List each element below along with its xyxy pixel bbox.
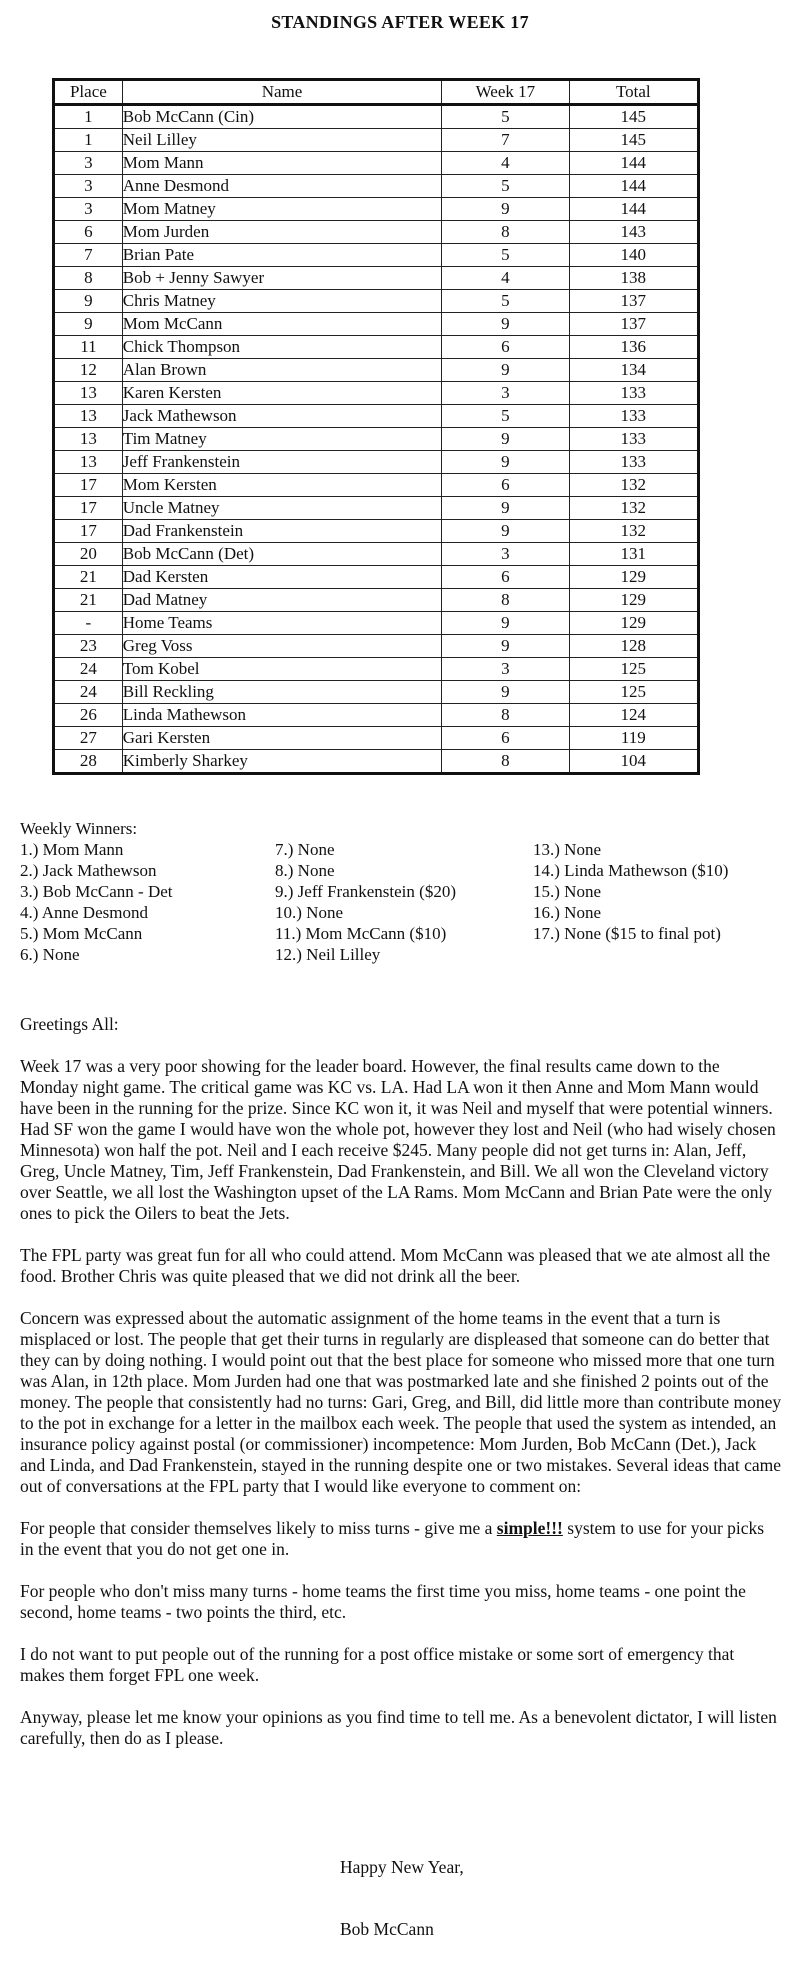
total-cell: 125: [569, 681, 698, 704]
total-cell: 138: [569, 267, 698, 290]
name-cell: Dad Frankenstein: [122, 520, 441, 543]
week-cell: 8: [442, 221, 569, 244]
table-row: [54, 497, 699, 520]
p4-text-after: system to use for your picks in the event that you do not get one in.: [20, 1518, 765, 1559]
place-cell: 28: [54, 750, 123, 774]
week-cell: 6: [442, 336, 569, 359]
week-cell: 5: [442, 175, 569, 198]
place-cell: 21: [54, 589, 123, 612]
name-cell: Linda Mathewson: [122, 704, 441, 727]
table-row: [54, 105, 699, 129]
winner-item: 9.) Jeff Frankenstein ($20): [275, 882, 456, 901]
winner-item: 10.) None: [275, 903, 343, 922]
week-cell: 4: [442, 152, 569, 175]
total-cell: 144: [569, 152, 698, 175]
total-cell: 144: [569, 198, 698, 221]
letter-closing: Happy New Year,: [340, 1857, 464, 1877]
letter-paragraph-4: [20, 1518, 782, 1560]
week-cell: 9: [442, 198, 569, 221]
total-cell: 140: [569, 244, 698, 267]
letter-paragraph-5: For people who don't miss many turns - home teams the first time you miss, home teams - one point the second, home teams - two points the third, etc.: [20, 1581, 746, 1622]
place-cell: 7: [54, 244, 123, 267]
total-cell: 132: [569, 497, 698, 520]
week-cell: 3: [442, 543, 569, 566]
place-cell: 17: [54, 497, 123, 520]
table-row: [54, 359, 699, 382]
winner-item: 1.) Mom Mann: [20, 840, 124, 859]
place-cell: 21: [54, 566, 123, 589]
name-cell: Anne Desmond: [122, 175, 441, 198]
table-row: [54, 428, 699, 451]
weekly-winners-title: Weekly Winners:: [20, 819, 138, 838]
week-cell: 9: [442, 520, 569, 543]
name-cell: Neil Lilley: [122, 129, 441, 152]
place-cell: 17: [54, 520, 123, 543]
table-row: [54, 336, 699, 359]
table-row: [54, 612, 699, 635]
winner-item: 12.) Neil Lilley: [275, 945, 381, 964]
name-cell: Tim Matney: [122, 428, 441, 451]
letter-body: [20, 1014, 782, 1770]
total-cell: 131: [569, 543, 698, 566]
table-row: [54, 152, 699, 175]
total-cell: 133: [569, 451, 698, 474]
name-cell: Mom Mann: [122, 152, 441, 175]
winner-item: 5.) Mom McCann: [20, 924, 143, 943]
winner-item: 13.) None: [533, 840, 601, 859]
table-row: [54, 727, 699, 750]
name-cell: Chris Matney: [122, 290, 441, 313]
name-cell: Jeff Frankenstein: [122, 451, 441, 474]
table-row: [54, 313, 699, 336]
letter-paragraph-7: Anyway, please let me know your opinions as you find time to tell me. As a benevolent dictator, I will listen carefully, then do as I please.: [20, 1707, 777, 1748]
place-cell: 9: [54, 313, 123, 336]
p4-emphasis: simple!!!: [496, 1518, 563, 1538]
week-cell: 4: [442, 267, 569, 290]
week-cell: 9: [442, 428, 569, 451]
place-cell: 3: [54, 175, 123, 198]
table-row: [54, 221, 699, 244]
place-cell: 26: [54, 704, 123, 727]
name-cell: Mom McCann: [122, 313, 441, 336]
place-cell: 24: [54, 681, 123, 704]
winner-item: 8.) None: [275, 861, 335, 880]
name-cell: Brian Pate: [122, 244, 441, 267]
letter-paragraph-3: Concern was expressed about the automatic assignment of the home teams in the event that a turn is misplaced or lost. The people that get their turns in regularly are displeased that someone can do better that they can by doing nothing. I would point out that the best place for someone who missed more that one turn was Alan, in 12th place. Mom Jurden had one that was postmarked late and she finished 2 points out of the money. The people that consistently had no turns: Gari, Greg, and Bill, did little more than contribute money to the pot in exchange for a letter in the mailbox each week. The people that used the system as intended, an insurance policy against postal (or commissioner) incompetence: Mom Jurden, Bob McCann (Det.), Jack and Linda, and Dad Frankenstein, stayed in the running despite one or two mistakes. Several ideas that came out of conversations at the FPL party that I would like everyone to comment on:: [20, 1308, 782, 1496]
place-cell: 24: [54, 658, 123, 681]
letter-signature: Bob McCann: [340, 1919, 434, 1939]
week-cell: 5: [442, 105, 569, 129]
total-cell: 133: [569, 428, 698, 451]
place-cell: 1: [54, 129, 123, 152]
total-cell: 124: [569, 704, 698, 727]
total-cell: 129: [569, 566, 698, 589]
table-row: [54, 244, 699, 267]
winner-item: 3.) Bob McCann - Det: [20, 882, 173, 901]
total-cell: 133: [569, 405, 698, 428]
place-cell: 9: [54, 290, 123, 313]
table-row: [54, 681, 699, 704]
week-cell: 7: [442, 129, 569, 152]
table-row: [54, 474, 699, 497]
name-cell: Tom Kobel: [122, 658, 441, 681]
name-cell: Mom Matney: [122, 198, 441, 221]
total-cell: 125: [569, 658, 698, 681]
winners-column-1: [20, 839, 275, 965]
place-cell: 6: [54, 221, 123, 244]
name-cell: Mom Kersten: [122, 474, 441, 497]
table-row: [54, 520, 699, 543]
table-row: [54, 566, 699, 589]
weekly-winners: [20, 818, 780, 965]
total-cell: 129: [569, 612, 698, 635]
letter-greeting: Greetings All:: [20, 1014, 119, 1034]
name-cell: Mom Jurden: [122, 221, 441, 244]
table-row: [54, 658, 699, 681]
winners-column-3: [533, 839, 780, 965]
total-cell: 133: [569, 382, 698, 405]
place-cell: 8: [54, 267, 123, 290]
week-cell: 9: [442, 612, 569, 635]
letter-paragraph-2: The FPL party was great fun for all who could attend. Mom McCann was pleased that we ate almost all the food. Brother Chris was quite pleased that we did not drink all the beer.: [20, 1245, 771, 1286]
place-cell: 1: [54, 105, 123, 129]
table-row: [54, 405, 699, 428]
header-name: Name: [122, 80, 441, 105]
week-cell: 5: [442, 244, 569, 267]
place-cell: 27: [54, 727, 123, 750]
week-cell: 9: [442, 497, 569, 520]
place-cell: 13: [54, 405, 123, 428]
table-row: [54, 129, 699, 152]
letter-paragraph-1: Week 17 was a very poor showing for the leader board. However, the final results came down to the Monday night game. The critical game was KC vs. LA. Had LA won it then Anne and Mom Mann would have been in the running for the prize. Since KC won it, it was Neil and myself that were potential winners. Had SF won the game I would have won the whole pot, however they lost and Neil (who had wisely chosen Minnesota) won half the pot. Neil and I each receive $245. Many people did not get turns in: Alan, Jeff, Greg, Uncle Matney, Tim, Jeff Frankenstein, Dad Frankenstein, and Bill. We all won the Cleveland victory over Seattle, we all lost the Washington upset of the LA Rams. Mom McCann and Brian Pate were the only ones to pick the Oilers to beat the Jets.: [20, 1056, 776, 1223]
week-cell: 6: [442, 566, 569, 589]
winner-item: 4.) Anne Desmond: [20, 903, 148, 922]
table-row: [54, 267, 699, 290]
total-cell: 119: [569, 727, 698, 750]
table-row: [54, 382, 699, 405]
header-total: Total: [569, 80, 698, 105]
header-place: Place: [54, 80, 123, 105]
table-row: [54, 635, 699, 658]
standings-table: [52, 78, 700, 775]
total-cell: 145: [569, 129, 698, 152]
table-row: [54, 290, 699, 313]
table-row: [54, 543, 699, 566]
winner-item: 6.) None: [20, 945, 80, 964]
week-cell: 9: [442, 313, 569, 336]
total-cell: 144: [569, 175, 698, 198]
week-cell: 9: [442, 451, 569, 474]
week-cell: 9: [442, 681, 569, 704]
week-cell: 6: [442, 474, 569, 497]
winner-item: 2.) Jack Mathewson: [20, 861, 157, 880]
name-cell: Jack Mathewson: [122, 405, 441, 428]
winner-item: 7.) None: [275, 840, 335, 859]
total-cell: 132: [569, 520, 698, 543]
table-row: [54, 704, 699, 727]
total-cell: 137: [569, 290, 698, 313]
winner-item: 15.) None: [533, 882, 601, 901]
name-cell: Kimberly Sharkey: [122, 750, 441, 774]
name-cell: Uncle Matney: [122, 497, 441, 520]
name-cell: Karen Kersten: [122, 382, 441, 405]
week-cell: 5: [442, 290, 569, 313]
winner-item: 11.) Mom McCann ($10): [275, 924, 447, 943]
winner-item: 14.) Linda Mathewson ($10): [533, 861, 729, 880]
table-row: [54, 589, 699, 612]
place-cell: 13: [54, 451, 123, 474]
place-cell: 13: [54, 428, 123, 451]
week-cell: 8: [442, 704, 569, 727]
week-cell: 5: [442, 405, 569, 428]
name-cell: Dad Kersten: [122, 566, 441, 589]
total-cell: 136: [569, 336, 698, 359]
place-cell: 17: [54, 474, 123, 497]
table-header-row: [54, 80, 699, 105]
total-cell: 128: [569, 635, 698, 658]
winners-column-2: [275, 839, 533, 965]
table-row: [54, 451, 699, 474]
name-cell: Greg Voss: [122, 635, 441, 658]
week-cell: 6: [442, 727, 569, 750]
total-cell: 143: [569, 221, 698, 244]
name-cell: Bill Reckling: [122, 681, 441, 704]
standings-body: [54, 105, 699, 774]
total-cell: 145: [569, 105, 698, 129]
place-cell: 11: [54, 336, 123, 359]
page-title: STANDINGS AFTER WEEK 17: [271, 12, 529, 32]
name-cell: Dad Matney: [122, 589, 441, 612]
total-cell: 104: [569, 750, 698, 774]
place-cell: 12: [54, 359, 123, 382]
table-row: [54, 750, 699, 774]
table-row: [54, 175, 699, 198]
name-cell: Home Teams: [122, 612, 441, 635]
name-cell: Bob + Jenny Sawyer: [122, 267, 441, 290]
header-week: Week 17: [442, 80, 569, 105]
total-cell: 132: [569, 474, 698, 497]
week-cell: 9: [442, 635, 569, 658]
letter-paragraph-6: I do not want to put people out of the running for a post office mistake or some sort of emergency that makes them forget FPL one week.: [20, 1644, 735, 1685]
week-cell: 8: [442, 589, 569, 612]
name-cell: Bob McCann (Cin): [122, 105, 441, 129]
total-cell: 137: [569, 313, 698, 336]
total-cell: 129: [569, 589, 698, 612]
place-cell: 23: [54, 635, 123, 658]
name-cell: Bob McCann (Det): [122, 543, 441, 566]
week-cell: 3: [442, 658, 569, 681]
week-cell: 3: [442, 382, 569, 405]
winner-item: 17.) None ($15 to final pot): [533, 924, 721, 943]
total-cell: 134: [569, 359, 698, 382]
name-cell: Gari Kersten: [122, 727, 441, 750]
name-cell: Alan Brown: [122, 359, 441, 382]
week-cell: 8: [442, 750, 569, 774]
place-cell: 13: [54, 382, 123, 405]
name-cell: Chick Thompson: [122, 336, 441, 359]
table-row: [54, 198, 699, 221]
place-cell: -: [54, 612, 123, 635]
place-cell: 3: [54, 152, 123, 175]
winner-item: 16.) None: [533, 903, 601, 922]
place-cell: 20: [54, 543, 123, 566]
place-cell: 3: [54, 198, 123, 221]
week-cell: 9: [442, 359, 569, 382]
p4-text-before: For people that consider themselves likely to miss turns - give me a: [20, 1518, 497, 1538]
